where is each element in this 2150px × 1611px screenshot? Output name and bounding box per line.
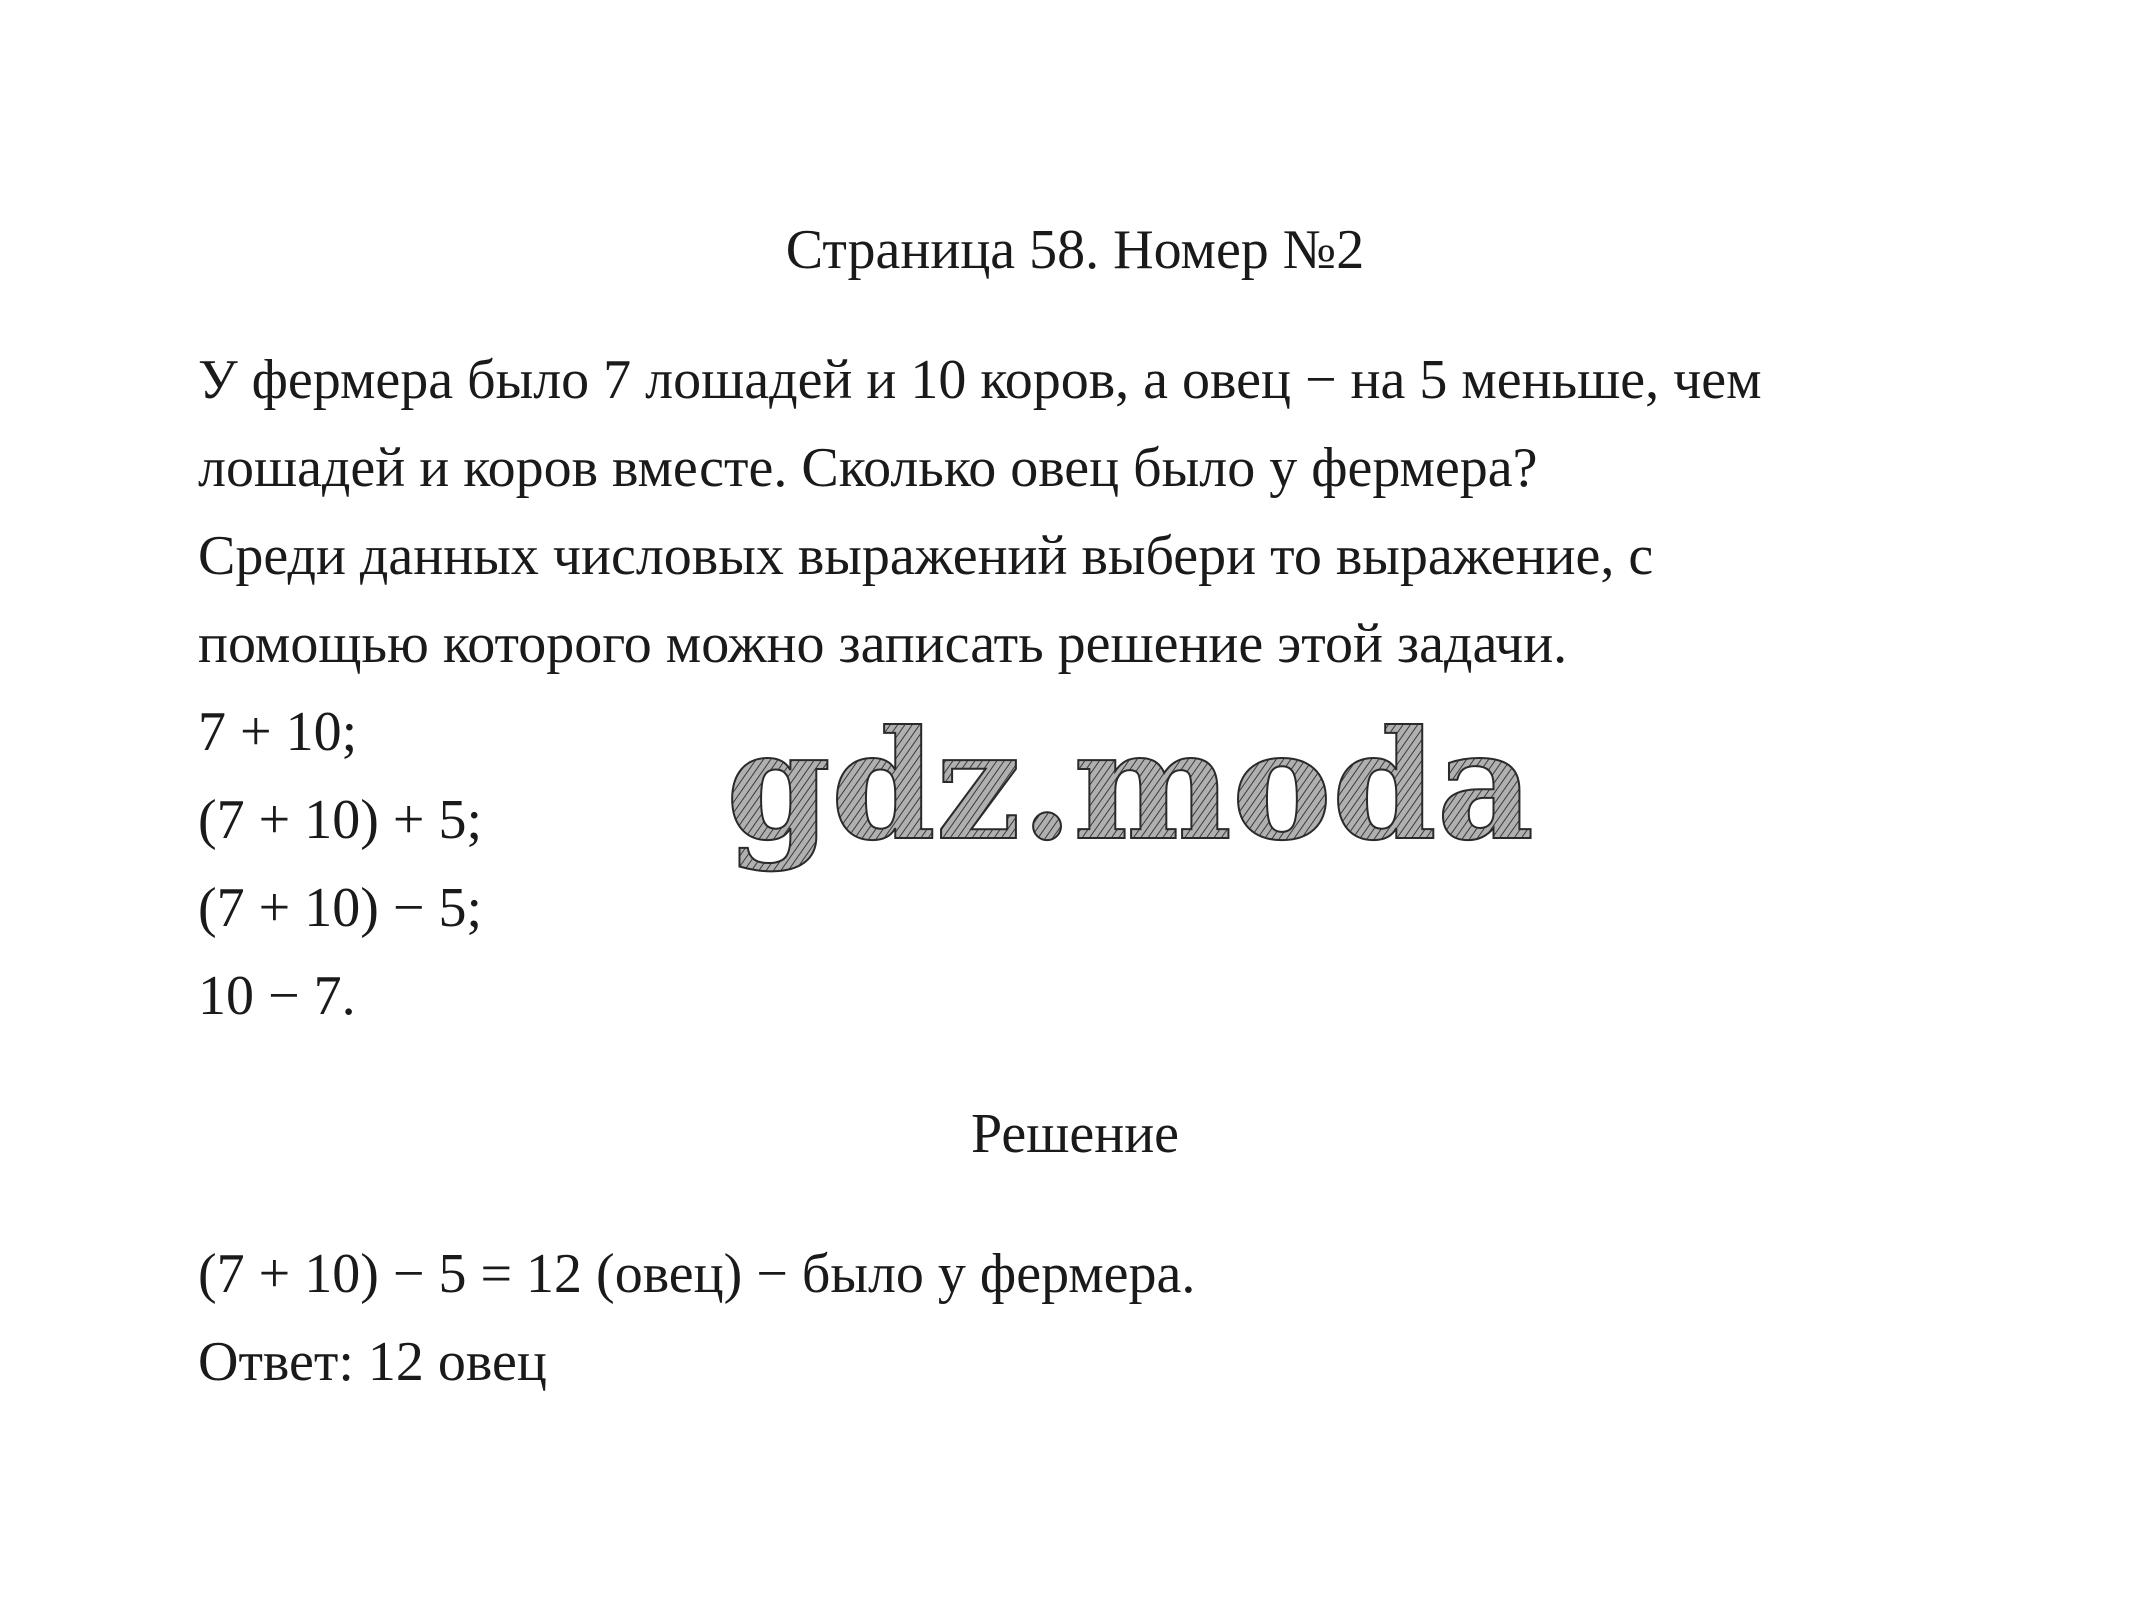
option-4: 10 − 7. [198, 965, 356, 1027]
watermark-logo-graphic [720, 698, 1535, 886]
option-3: (7 + 10) − 5; [198, 877, 483, 939]
problem-line-1: У фермера было 7 лошадей и 10 коров, а овец − на 5 меньше, чем [198, 349, 1762, 411]
problem-line-2: лошадей и коров вместе. Сколько овец было у фермера? [198, 437, 1538, 499]
problem-line-4: помощью которого можно записать решение этой задачи. [198, 613, 1568, 675]
option-1: 7 + 10; [198, 701, 358, 763]
solution-heading: Решение [970, 1103, 1180, 1165]
solution-line: (7 + 10) − 5 = 12 (овец) − было у фермера. [198, 1243, 1196, 1305]
watermark-logo [720, 698, 1535, 886]
answer-line: Ответ: 12 овец [198, 1331, 547, 1393]
option-2: (7 + 10) + 5; [198, 789, 483, 851]
problem-line-3: Среди данных числовых выражений выбери то выражение, с [198, 525, 1654, 587]
watermark-text: gdz.moda [726, 698, 1535, 874]
page-title: Страница 58. Номер №2 [785, 219, 1365, 281]
